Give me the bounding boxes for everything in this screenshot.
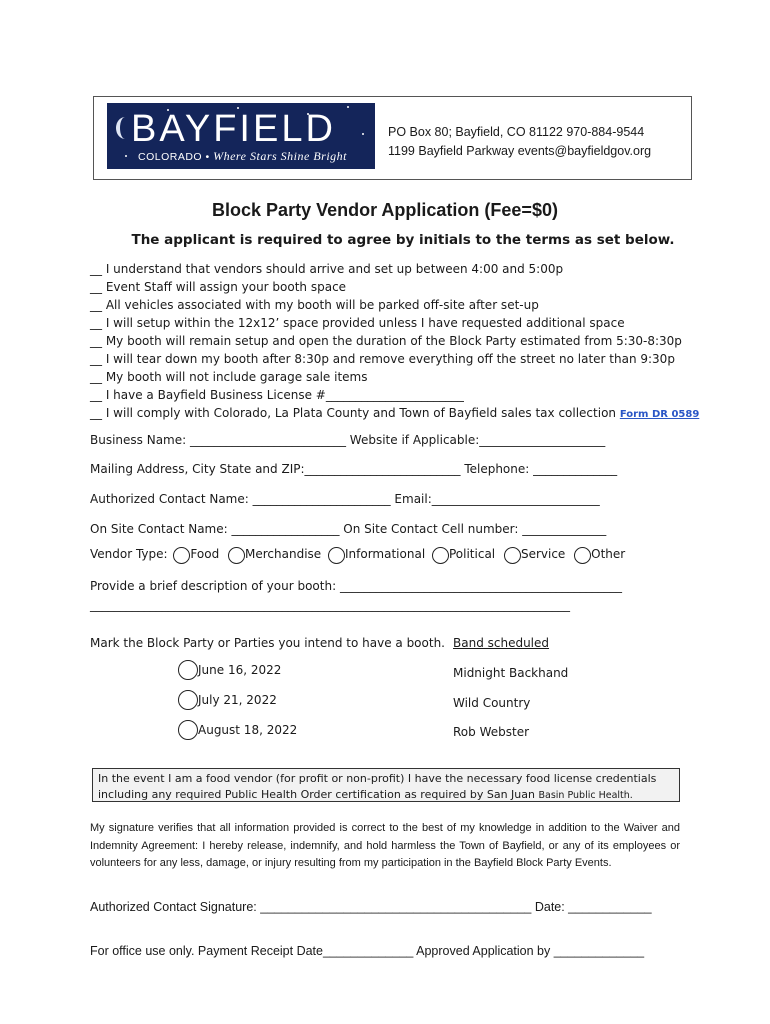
term-item-tax[interactable]: [90, 404, 699, 422]
signature-field[interactable]: Authorized Contact Signature: _______________________________________ Date: ____________: [90, 900, 652, 914]
authorized-contact-field[interactable]: Authorized Contact Name: _______________________ Email:____________________________: [90, 492, 600, 506]
food-vendor-notice: [92, 768, 680, 802]
party-date-row[interactable]: [178, 720, 297, 740]
band-name: Rob Webster: [453, 725, 530, 739]
booth-description-field[interactable]: Provide a brief description of your booth: _______________________________________________: [90, 579, 622, 593]
notice-line: In the event I am a food vendor (for profit or non-profit) I have the necessary food license credentials: [98, 772, 657, 785]
term-tax-text: __ I will comply with Colorado, La Plata County and Town of Bayfield sales tax collection: [90, 406, 620, 420]
terms-list: [90, 260, 699, 422]
party-date: August 18, 2022: [198, 723, 298, 737]
vendor-type-radio-food[interactable]: [173, 547, 190, 564]
party-date: July 21, 2022: [198, 693, 277, 707]
vendor-type-radio-other[interactable]: [574, 547, 591, 564]
vendor-type-option: Food: [190, 547, 220, 561]
vendor-type-row: [90, 547, 625, 564]
term-item[interactable]: __ My booth will not include garage sale items: [90, 370, 368, 384]
contact-line-2: 1199 Bayfield Parkway events@bayfieldgov.org: [388, 144, 652, 158]
page-title: Block Party Vendor Application (Fee=$0): [212, 200, 558, 220]
party-radio-june[interactable]: [178, 660, 198, 680]
vendor-type-radio-informational[interactable]: [328, 547, 345, 564]
logo-word: BAYFIELD: [131, 108, 336, 150]
vendor-type-option: Political: [448, 547, 496, 561]
term-item[interactable]: __ I understand that vendors should arrive and set up between 4:00 and 5:00p: [90, 262, 564, 276]
party-radio-july[interactable]: [178, 690, 198, 710]
vendor-type-option: Service: [520, 547, 566, 561]
logo-tagline: COLORADO • Where Stars Shine Bright: [138, 149, 347, 163]
vendor-type-radio-service[interactable]: [504, 547, 521, 564]
waiver-paragraph: My signature verifies that all information provided is correct to the best of my knowledge in addition to the Waiver and Indemnity Agreement: I hereby release, indemnify, and hold harmless the Town of Bayfield, or any of its employees or volunteers for any less, damage, or injury resulting from my participation in the Bayfield Block Party Events.: [90, 822, 680, 869]
term-item[interactable]: __ I have a Bayfield Business License #_______________________: [90, 388, 464, 402]
term-item[interactable]: __ I will setup within the 12x12’ space provided unless I have requested additional space: [90, 316, 625, 330]
party-date-row[interactable]: [178, 660, 281, 680]
vendor-type-radio-merchandise[interactable]: [228, 547, 245, 564]
business-name-field[interactable]: Business Name: __________________________ Website if Applicable:_____________________: [90, 433, 606, 447]
vendor-type-option: Other: [591, 547, 626, 561]
term-item[interactable]: __ My booth will remain setup and open the duration of the Block Party estimated from 5:30-8:30p: [90, 334, 682, 348]
term-item[interactable]: __ I will tear down my booth after 8:30p and remove everything off the street no later than 9:30p: [90, 352, 675, 366]
party-radio-august[interactable]: [178, 720, 198, 740]
vendor-type-option: Informational: [345, 547, 426, 561]
office-use-line: For office use only. Payment Receipt Date_____________ Approved Application by _____________: [90, 944, 645, 958]
contact-line-1: PO Box 80; Bayfield, CO 81122 970-884-9544: [388, 125, 645, 139]
page-subtitle: The applicant is required to agree by initials to the terms as set below.: [131, 232, 675, 248]
party-date: June 16, 2022: [198, 663, 282, 677]
parties-prompt: Mark the Block Party or Parties you intend to have a booth.: [90, 636, 445, 650]
band-name: Midnight Backhand: [453, 666, 569, 680]
band-header: Band scheduled: [453, 636, 550, 650]
onsite-contact-field[interactable]: On Site Contact Name: __________________ On Site Contact Cell number: ______________: [90, 522, 607, 536]
mailing-address-field[interactable]: Mailing Address, City State and ZIP:__________________________ Telephone: ______________: [90, 462, 618, 476]
form-dr-0589-link[interactable]: Form DR 0589: [619, 409, 700, 420]
term-item[interactable]: __ All vehicles associated with my booth will be parked off-site after set-up: [90, 298, 539, 312]
vendor-type-option: Merchandise: [245, 547, 322, 561]
vendor-type-radio-political[interactable]: [432, 547, 449, 564]
party-date-row[interactable]: [178, 690, 277, 710]
booth-description-line[interactable]: ________________________________________________________________________________: [90, 598, 570, 612]
vendor-type-label: Vendor Type:: [90, 547, 172, 561]
bayfield-logo: [107, 103, 375, 169]
term-item[interactable]: __ Event Staff will assign your booth space: [90, 280, 347, 294]
notice-line: including any required Public Health Order certification as required by San Juan Basin Public Health.: [98, 788, 633, 801]
band-name: Wild Country: [453, 696, 531, 710]
